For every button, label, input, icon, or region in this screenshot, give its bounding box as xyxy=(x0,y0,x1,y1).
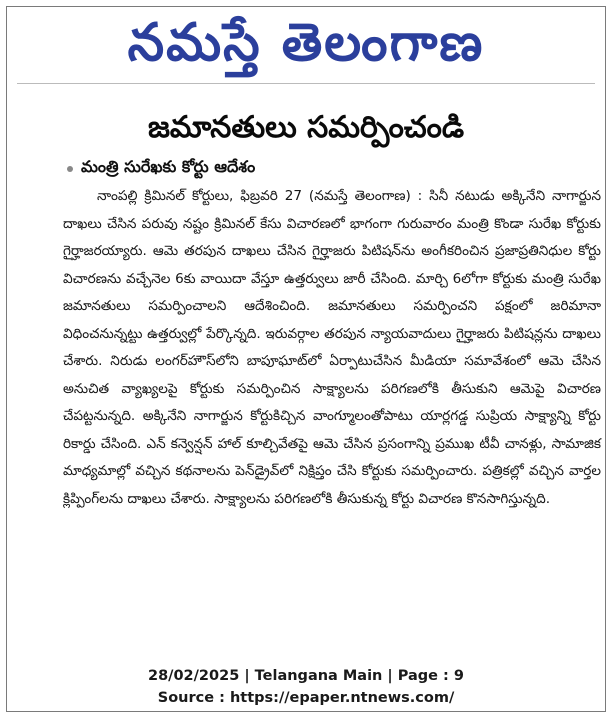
clipping-frame xyxy=(6,6,606,712)
bullet-icon xyxy=(67,166,73,172)
footer-date-page: 28/02/2025 | Telangana Main | Page : 9 xyxy=(147,668,464,684)
footer-source-url: Source : https://epaper.ntnews.com/ xyxy=(157,690,455,706)
article-body: నాంపల్లి క్రిమినల్ కోర్టులు, ఫిబ్రవరి 27 (నమస్తే తెలంగాణ) : సినీ నటుడు అక్కినేని నాగార్జున దాఖలు చేసిన పరువు నష్టం క్రిమినల్ కేసు విచారణలో భాగంగా గురువారం మంత్రి కొండా సురేఖ కోర్టుకు గైర్హాజరయ్యారు. ఆమె తరపున దాఖలు చేసిన గైర్హాజరు పిటిషన్‌ను అంగీకరించిన ప్రజాప్రతినిధుల కోర్టు విచారణను వచ్చేనెల 6కు వాయిదా వేస్తూ ఉత్తర్వులు జారీ చేసింది. మార్చి 6లోగా కోర్టుకు మంత్రి సురేఖ జమానతులు సమర్పించాలని ఆదేశించింది. జమానతులు సమర్పించని పక్షంలో జరిమానా విధించనున్నట్టు ఉత్తర్వుల్లో పేర్కొన్నది. ఇరువర్గాల తరపున న్యాయవాదులు గైర్హాజరు పిటిషన్లను దాఖలు చేశారు. నిరుడు లంగర్‌హౌస్‌లోని బాపూఘాట్‌లో ఏర్పాటుచేసిన మీడియా సమావేశంలో ఆమె చేసిన అనుచిత వ్యాఖ్యలపై కోర్టుకు సమర్పించిన సాక్ష్యాలను పరిగణలోకి తీసుకుని ఆమెపై విచారణ చేపట్టనున్నది. అక్కినేని నాగార్జున కోర్టుకిచ్చిన వాంగ్మూలంతోపాటు యార్లగడ్డ సుప్రియ సాక్ష్యాన్ని కోర్టు రికార్డు చేసింది. ఎన్ కన్వెన్షన్ హాల్ కూల్చివేతపై ఆమె చేసిన ప్రసంగాన్ని ప్రముఖ టీవీ చానళ్లు, సామాజిక మాధ్యమాల్లో వచ్చిన కథనాలను పెన్‌డ్రైవ్‌లో నిక్షిప్తం చేసి కోర్టుకు సమర్పించారు. పత్రికల్లో వచ్చిన వార్తల క్లిప్పింగ్‌లను దాఖలు చేశారు. సాక్ష్యాలను పరిగణలోకి తీసుకున్న కోర్టు విచారణ కొనసాగిస్తున్నది. xyxy=(63,188,601,507)
article-headline: జమానతులు సమర్పించండి xyxy=(147,110,465,145)
masthead-logo: నమస్తే తెలంగాణ xyxy=(127,13,485,73)
masthead-divider xyxy=(17,83,595,84)
subheadline-text: మంత్రి సురేఖకు కోర్టు ఆదేశం xyxy=(81,157,256,176)
source-footer xyxy=(7,665,605,709)
article-subheadline xyxy=(67,157,255,180)
